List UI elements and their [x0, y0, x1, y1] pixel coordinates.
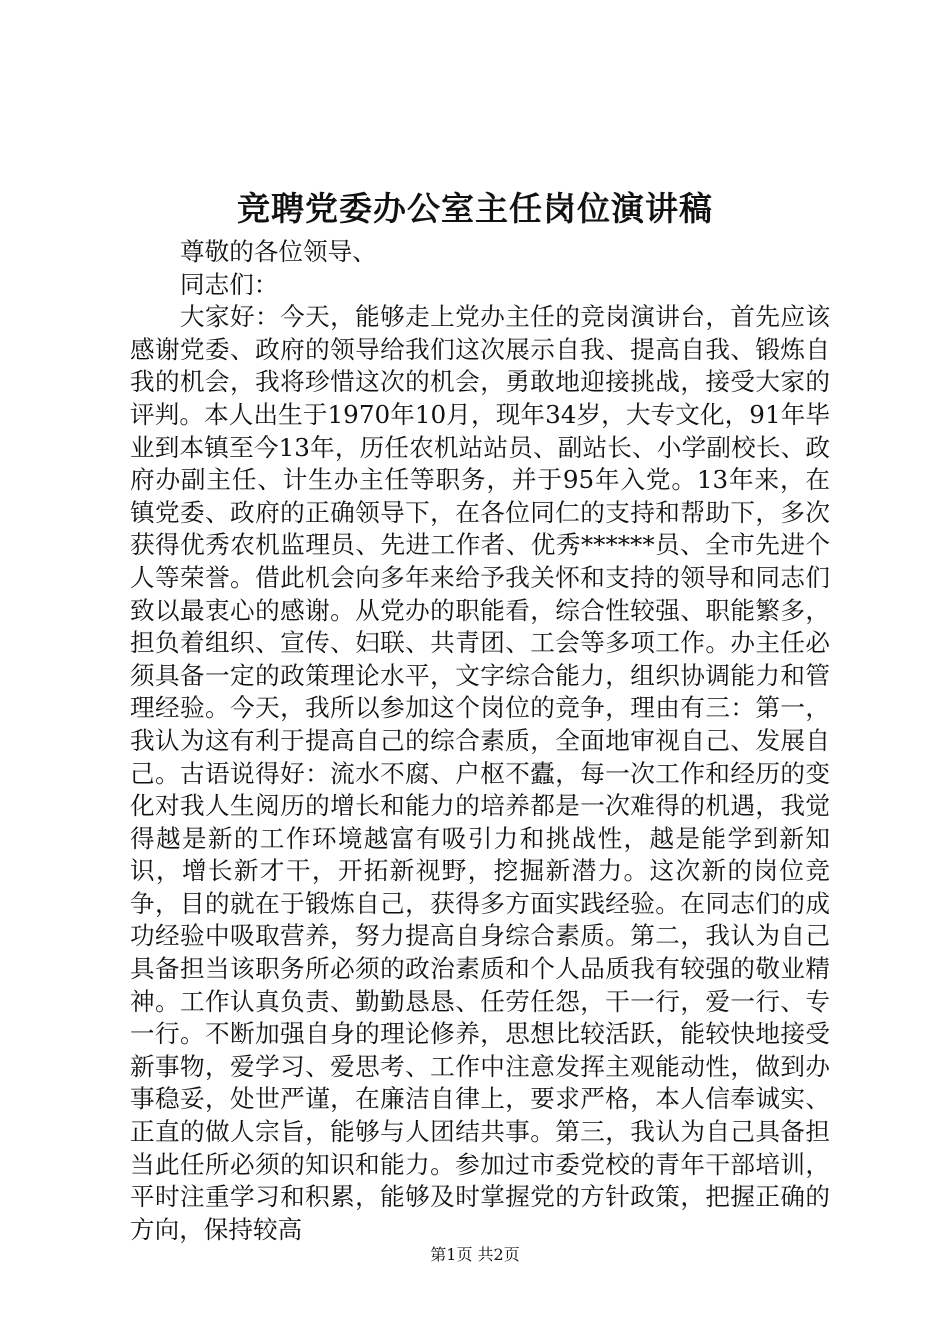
page-footer: 第1页 共2页	[430, 1245, 520, 1264]
salutation-line-2: 同志们：	[180, 269, 279, 299]
salutation-line-1: 尊敬的各位领导、	[180, 237, 377, 266]
speech-paragraph: 大家好：今天，能够走上党办主任的竞岗演讲台，首先应该感谢党委、政府的领导给我们这次展示自我、提高自我、锻炼自我的机会，我将珍惜这次的机会，勇敢地迎接挑战，接受大家的评判。本人出生于1970年10月，现年34岁，大专文化，91年毕业到本镇至今13年，历任农机站站员、副站长、小学副校长、政府办副主任、计生办主任等职务，并于95年入党。13年来，在镇党委、政府的正确领导下，在各位同仁的支持和帮助下，多次获得优秀农机监理员、先进工作者、优秀******员、全市先进个人等荣誉。借此机会向多年来给予我关怀和支持的领导和同志们致以最衷心的感谢。从党办的职能看，综合性较强、职能繁多，担负着组织、宣传、妇联、共青团、工会等多项工作。办主任必须具备一定的政策理论水平，文字综合能力，组织协调能力和管理经验。今天，我所以参加这个岗位的竞争，理由有三：第一，我认为这有利于提高自己的综合素质，全面地审视自己、发展自己。古语说得好：流水不腐、户枢不蠹，每一次工作和经历的变化对我人生阅历的增长和能力的培养都是一次难得的机遇，我觉得越是新的工作环境越富有吸引力和挑战性，越是能学到新知识，增长新才干，开拓新视野，挖掘新潜力。这次新的岗位竞争，目的就在于锻炼自己，获得多方面实践经验。在同志们的成功经验中吸取营养，努力提高自身综合素质。第二，我认为自己具备担当该职务所必须的政治素质和个人品质我有较强的敬业精神。工作认真负责、勤勤恳恳、任劳任怨，干一行，爱一行、专一行。不断加强自身的理论修养，思想比较活跃，能较快地接受新事物，爱学习、爱思考、工作中注意发挥主观能动性，做到办事稳妥，处世严谨，在廉洁自律上，要求严格，本人信奉诚实、正直的做人宗旨，能够与人团结共事。第三，我认为自己具备担当此任所必须的知识和能力。参加过市委党校的青年干部培训，平时注重学习和积累，能够及时掌握党的方针政策，把握正确的方向，保持较高	[130, 302, 830, 1244]
page-title: 竞聘党委办公室主任岗位演讲稿	[237, 189, 713, 228]
document-body	[130, 236, 830, 1246]
